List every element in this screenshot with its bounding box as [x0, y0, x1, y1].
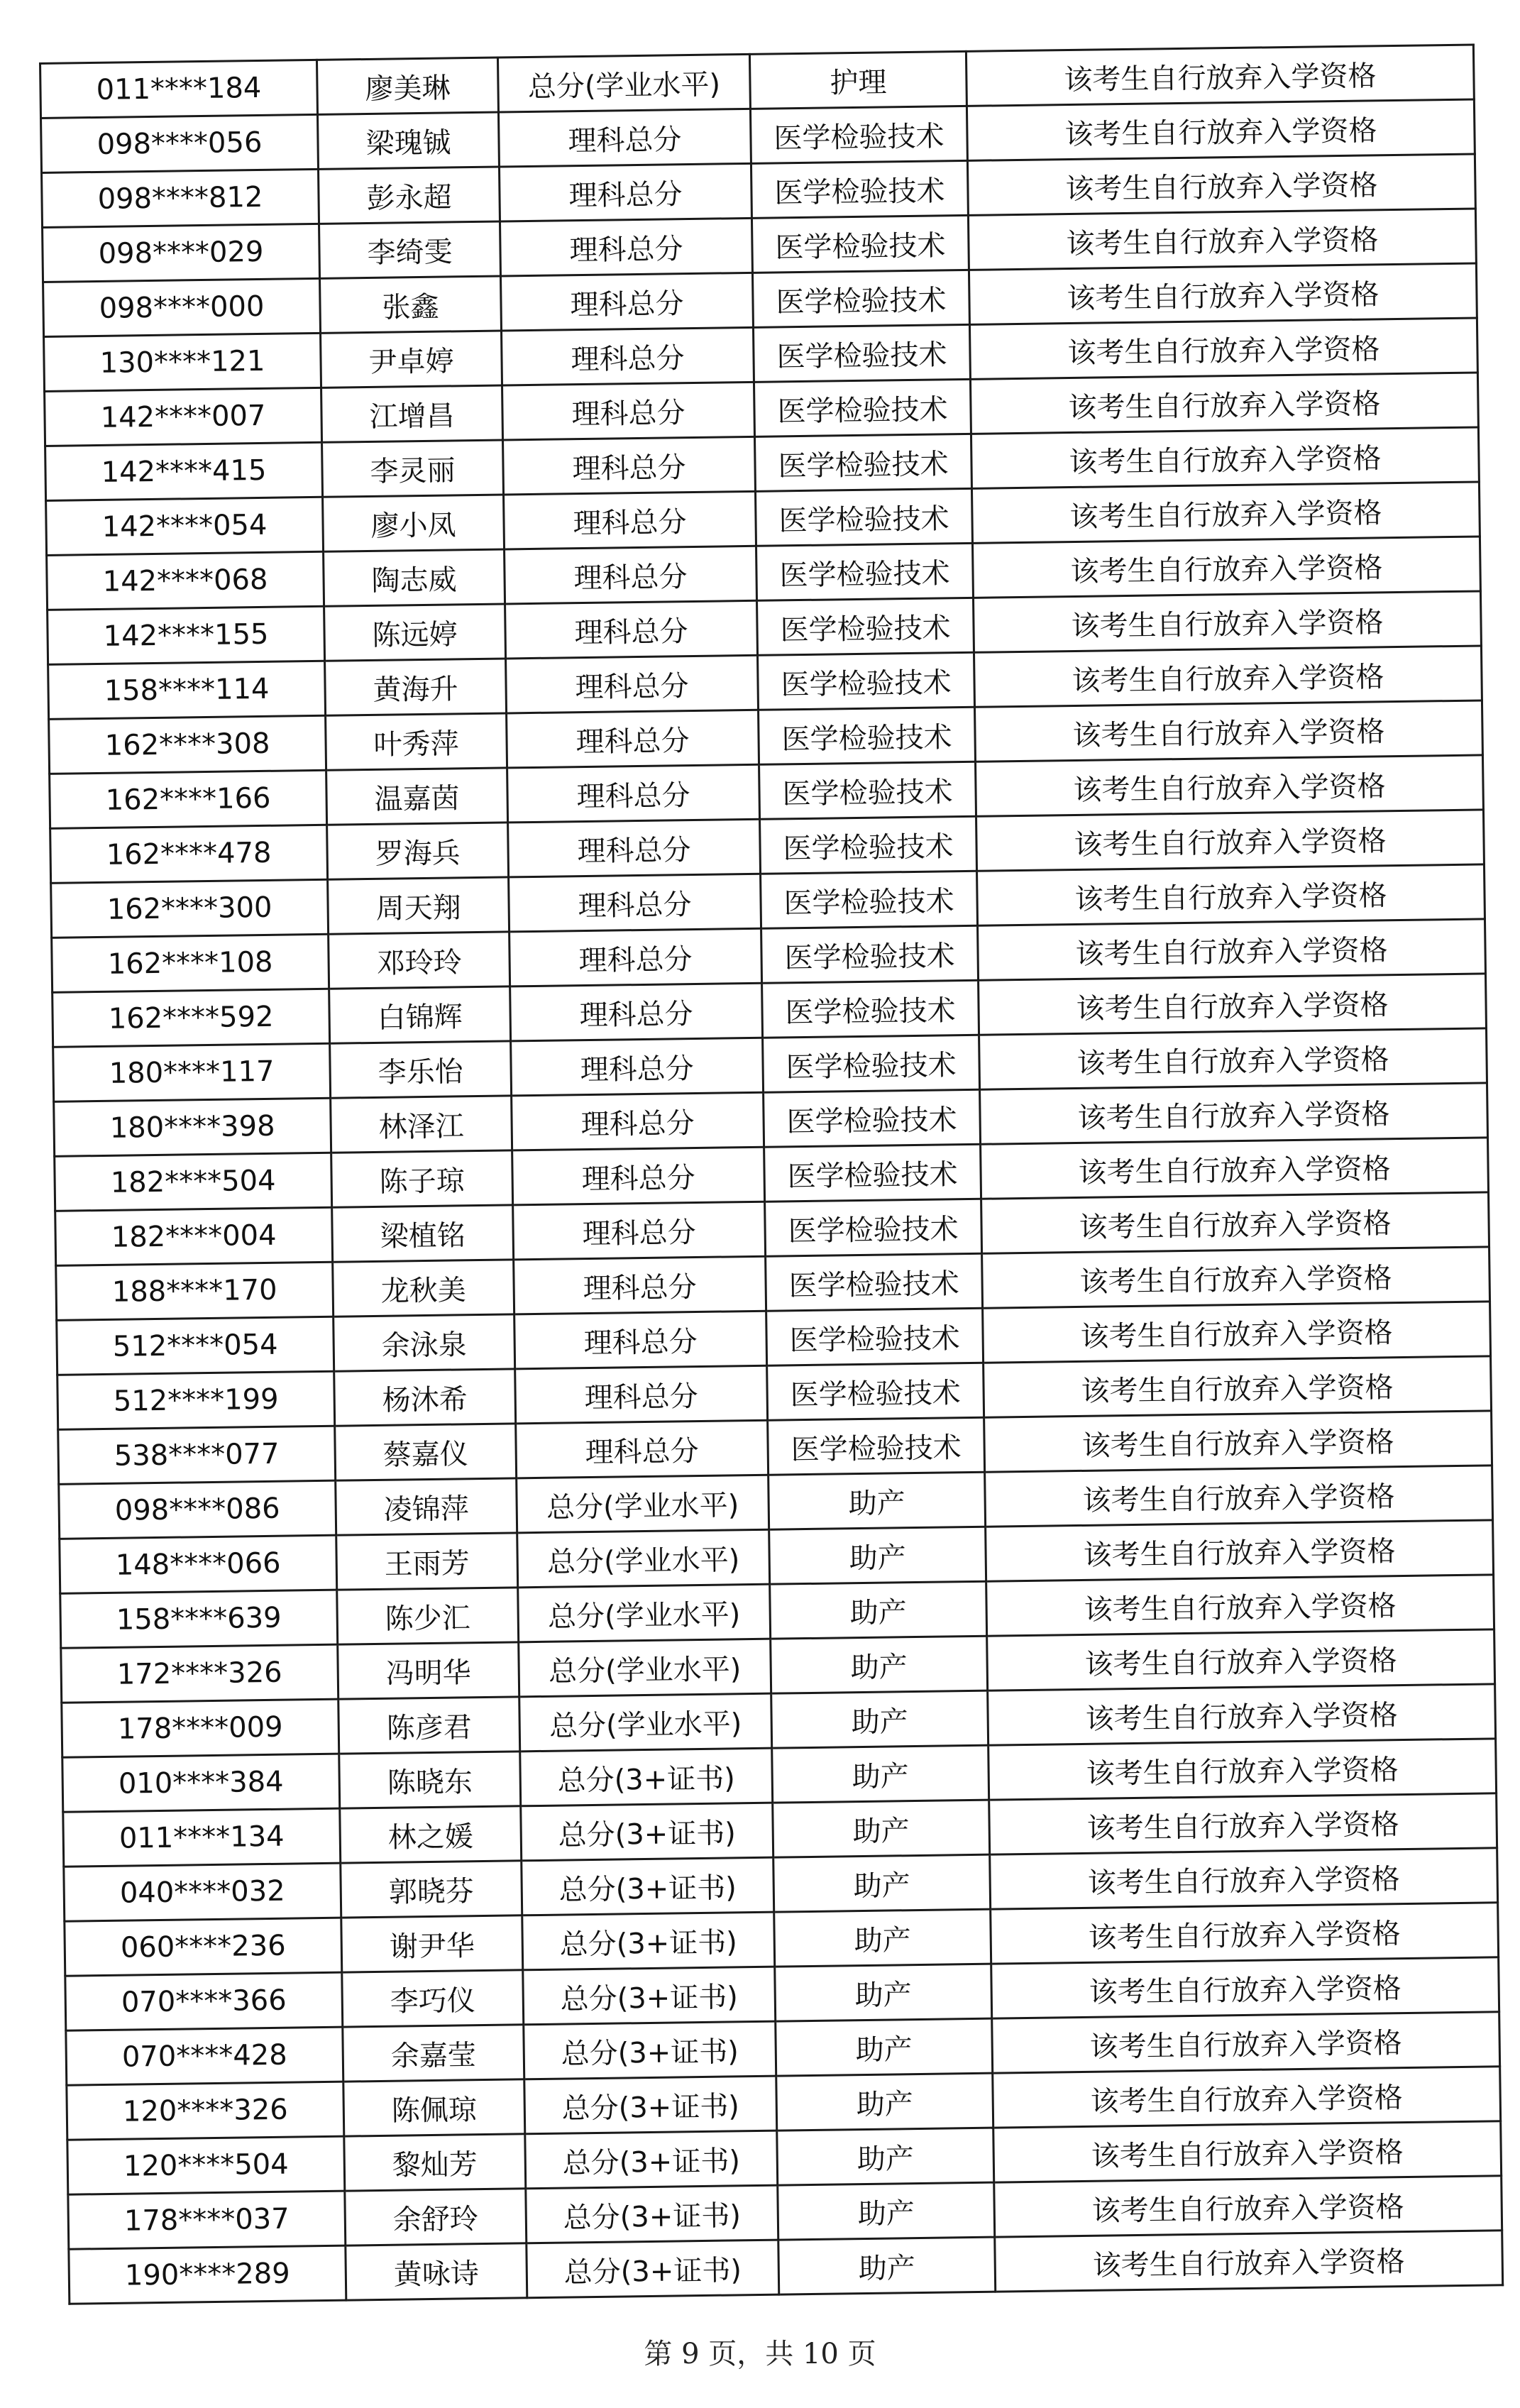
- score-type-cell: 总分(3+证书): [523, 1967, 776, 2025]
- candidate-id-cell: 162****166: [50, 770, 327, 828]
- score-type-cell: 总分(学业水平): [519, 1693, 772, 1752]
- name-cell: 邓玲玲: [329, 932, 510, 989]
- remark-cell: 该考生自行放弃入学资格: [971, 427, 1479, 488]
- remark-cell: 该考生自行放弃入学资格: [986, 1575, 1494, 1636]
- major-cell: 医学检验技术: [766, 1253, 983, 1311]
- remark-cell: 该考生自行放弃入学资格: [983, 1302, 1491, 1363]
- major-cell: 医学检验技术: [751, 160, 968, 218]
- name-cell: 陈少汇: [337, 1588, 519, 1644]
- candidate-id-cell: 011****134: [63, 1808, 341, 1867]
- score-type-cell: 理科总分: [508, 819, 761, 877]
- score-type-cell: 理科总分: [510, 928, 762, 986]
- candidate-id-cell: 180****398: [54, 1098, 331, 1156]
- score-type-cell: 总分(3+证书): [524, 2021, 776, 2079]
- score-type-cell: 总分(3+证书): [522, 1912, 775, 1970]
- name-cell: 白锦辉: [329, 986, 511, 1043]
- name-cell: 龙秋美: [333, 1260, 514, 1316]
- major-cell: 医学检验技术: [766, 1308, 984, 1365]
- candidate-id-cell: 162****300: [51, 879, 329, 938]
- remark-cell: 该考生自行放弃入学资格: [986, 1520, 1494, 1581]
- remark-cell: 该考生自行放弃入学资格: [971, 482, 1480, 543]
- name-cell: 林泽江: [331, 1096, 512, 1153]
- major-cell: 医学检验技术: [763, 1035, 980, 1092]
- remark-cell: 该考生自行放弃入学资格: [984, 1356, 1492, 1417]
- major-cell: 医学检验技术: [761, 871, 978, 928]
- candidate-id-cell: 010****384: [62, 1754, 340, 1812]
- remark-cell: 该考生自行放弃入学资格: [992, 2012, 1500, 2073]
- major-cell: 助产: [778, 2182, 995, 2240]
- major-cell: 助产: [772, 1745, 989, 1803]
- remark-cell: 该考生自行放弃入学资格: [981, 1138, 1489, 1199]
- remark-cell: 该考生自行放弃入学资格: [978, 919, 1486, 980]
- remark-cell: 该考生自行放弃入学资格: [980, 1083, 1488, 1144]
- candidate-id-cell: 040****032: [64, 1863, 341, 1921]
- score-type-cell: 理科总分: [514, 1311, 767, 1369]
- name-cell: 廖小凤: [323, 495, 505, 551]
- remark-cell: 该考生自行放弃入学资格: [977, 864, 1485, 925]
- remark-cell: 该考生自行放弃入学资格: [970, 373, 1478, 434]
- name-cell: 陈晓东: [339, 1752, 521, 1808]
- score-type-cell: 理科总分: [505, 546, 757, 604]
- name-cell: 廖美琳: [316, 57, 498, 114]
- score-type-cell: 理科总分: [514, 1256, 766, 1314]
- major-cell: 医学检验技术: [765, 1199, 982, 1256]
- name-cell: 温嘉茵: [326, 768, 508, 825]
- major-cell: 助产: [777, 2128, 994, 2185]
- remark-cell: 该考生自行放弃入学资格: [976, 810, 1485, 871]
- name-cell: 陶志威: [324, 549, 505, 606]
- remark-cell: 该考生自行放弃入学资格: [973, 591, 1481, 652]
- remark-cell: 该考生自行放弃入学资格: [966, 99, 1475, 160]
- remark-cell: 该考生自行放弃入学资格: [984, 1411, 1492, 1472]
- remark-cell: 该考生自行放弃入学资格: [993, 2121, 1502, 2182]
- candidate-id-cell: 188****170: [56, 1262, 334, 1320]
- name-cell: 周天翔: [328, 877, 510, 934]
- major-cell: 医学检验技术: [761, 925, 979, 983]
- major-cell: 助产: [778, 2237, 996, 2294]
- major-cell: 助产: [773, 1854, 991, 1912]
- score-type-cell: 总分(3+证书): [520, 1748, 773, 1806]
- major-cell: 医学检验技术: [750, 106, 967, 163]
- candidate-id-cell: 178****037: [68, 2191, 346, 2249]
- major-cell: 医学检验技术: [760, 816, 977, 874]
- candidate-id-cell: 162****478: [50, 825, 328, 883]
- name-cell: 叶秀萍: [326, 713, 507, 770]
- candidate-id-cell: 162****308: [49, 715, 326, 774]
- remark-cell: 该考生自行放弃入学资格: [972, 537, 1480, 598]
- score-type-cell: 理科总分: [516, 1420, 769, 1478]
- candidate-id-cell: 130****121: [44, 333, 321, 391]
- candidate-id-cell: 142****007: [45, 387, 322, 446]
- score-type-cell: 总分(3+证书): [524, 2076, 777, 2134]
- major-cell: 助产: [771, 1690, 988, 1748]
- score-type-cell: 总分(学业水平): [517, 1475, 769, 1533]
- candidate-table: [39, 44, 1504, 2305]
- remark-cell: 该考生自行放弃入学资格: [987, 1629, 1495, 1690]
- candidate-id-cell: 178****009: [62, 1699, 339, 1757]
- major-cell: 助产: [774, 1909, 991, 1967]
- remark-cell: 该考生自行放弃入学资格: [981, 1192, 1489, 1253]
- candidate-id-cell: 142****155: [48, 606, 325, 664]
- candidate-id-cell: 142****415: [45, 442, 323, 500]
- major-cell: 助产: [769, 1527, 986, 1584]
- candidate-id-cell: 070****428: [66, 2027, 343, 2085]
- major-cell: 医学检验技术: [768, 1417, 985, 1475]
- score-type-cell: 总分(学业水平): [518, 1584, 771, 1642]
- major-cell: 医学检验技术: [767, 1363, 984, 1420]
- score-type-cell: 理科总分: [503, 436, 756, 495]
- major-cell: 医学检验技术: [759, 762, 976, 819]
- name-cell: 罗海兵: [327, 823, 509, 879]
- name-cell: 余舒玲: [345, 2189, 527, 2245]
- name-cell: 林之媛: [340, 1806, 522, 1863]
- score-type-cell: 理科总分: [515, 1365, 768, 1424]
- candidate-id-cell: 512****199: [57, 1371, 335, 1429]
- score-type-cell: 理科总分: [512, 1147, 765, 1205]
- score-type-cell: 理科总分: [500, 218, 752, 276]
- name-cell: 陈佩琼: [343, 2079, 525, 2136]
- score-type-cell: 总分(3+证书): [525, 2131, 778, 2189]
- score-type-cell: 理科总分: [510, 983, 763, 1041]
- page-footer: 第 9 页，共 10 页: [644, 2338, 876, 2370]
- candidate-id-cell: 158****114: [48, 661, 326, 719]
- score-type-cell: 理科总分: [502, 327, 754, 385]
- candidate-id-cell: 190****289: [69, 2245, 346, 2304]
- candidate-id-cell: 070****366: [65, 1972, 343, 2030]
- candidate-id-cell: 538****077: [58, 1426, 336, 1484]
- score-type-cell: 理科总分: [498, 109, 751, 167]
- major-cell: 医学检验技术: [764, 1089, 981, 1147]
- name-cell: 黄海升: [325, 659, 507, 715]
- major-cell: 医学检验技术: [755, 488, 972, 546]
- candidate-id-cell: 182****004: [55, 1207, 333, 1265]
- score-type-cell: 理科总分: [499, 163, 751, 221]
- name-cell: 凌锦萍: [336, 1478, 517, 1535]
- score-type-cell: 理科总分: [513, 1202, 766, 1260]
- score-type-cell: 理科总分: [512, 1092, 764, 1150]
- score-type-cell: 理科总分: [505, 600, 758, 659]
- major-cell: 助产: [769, 1472, 986, 1529]
- major-cell: 助产: [776, 2073, 993, 2131]
- remark-cell: 该考生自行放弃入学资格: [969, 318, 1477, 379]
- score-type-cell: 理科总分: [511, 1038, 764, 1096]
- candidate-id-cell: 142****054: [46, 497, 324, 555]
- name-cell: 张鑫: [320, 276, 502, 333]
- name-cell: 陈远婷: [324, 604, 506, 661]
- major-cell: 助产: [773, 1800, 990, 1857]
- remark-cell: 该考生自行放弃入学资格: [991, 1957, 1499, 2018]
- remark-cell: 该考生自行放弃入学资格: [995, 2231, 1503, 2292]
- candidate-id-cell: 512****054: [57, 1316, 334, 1375]
- score-type-cell: 理科总分: [507, 710, 759, 768]
- candidate-id-cell: 142****068: [47, 551, 324, 610]
- remark-cell: 该考生自行放弃入学资格: [979, 974, 1487, 1035]
- candidate-id-cell: 162****108: [52, 934, 329, 992]
- remark-cell: 该考生自行放弃入学资格: [989, 1793, 1497, 1854]
- remark-cell: 该考生自行放弃入学资格: [979, 1028, 1487, 1089]
- major-cell: 医学检验技术: [757, 598, 974, 655]
- candidate-id-cell: 120****504: [67, 2136, 345, 2194]
- major-cell: 医学检验技术: [759, 707, 976, 764]
- candidate-id-cell: 120****326: [67, 2082, 344, 2140]
- name-cell: 杨沐希: [334, 1369, 516, 1426]
- name-cell: 黎灿芳: [344, 2134, 526, 2191]
- candidate-id-cell: 180****117: [53, 1043, 331, 1101]
- score-type-cell: 总分(学业水平): [517, 1529, 770, 1588]
- score-type-cell: 理科总分: [506, 655, 759, 713]
- name-cell: 王雨芳: [336, 1533, 518, 1590]
- score-type-cell: 总分(3+证书): [526, 2185, 778, 2243]
- name-cell: 李绮雯: [319, 221, 501, 278]
- remark-cell: 该考生自行放弃入学资格: [988, 1684, 1496, 1745]
- name-cell: 黄咏诗: [346, 2243, 527, 2300]
- score-type-cell: 理科总分: [500, 273, 753, 331]
- major-cell: 医学检验技术: [754, 434, 971, 491]
- remark-cell: 该考生自行放弃入学资格: [976, 755, 1484, 816]
- remark-cell: 该考生自行放弃入学资格: [974, 646, 1482, 707]
- name-cell: 陈彦君: [338, 1697, 520, 1754]
- remark-cell: 该考生自行放弃入学资格: [990, 1848, 1498, 1909]
- score-type-cell: 总分(3+证书): [521, 1803, 773, 1861]
- remark-cell: 该考生自行放弃入学资格: [982, 1247, 1490, 1308]
- major-cell: 医学检验技术: [764, 1144, 981, 1202]
- score-type-cell: 总分(学业水平): [519, 1639, 771, 1697]
- remark-cell: 该考生自行放弃入学资格: [988, 1739, 1497, 1800]
- candidate-id-cell: 158****639: [60, 1590, 338, 1648]
- score-type-cell: 理科总分: [504, 491, 756, 549]
- table-body: [40, 45, 1503, 2304]
- remark-cell: 该考生自行放弃入学资格: [967, 154, 1475, 215]
- name-cell: 江增昌: [321, 385, 503, 442]
- candidate-id-cell: 148****066: [60, 1535, 337, 1593]
- major-cell: 助产: [770, 1581, 987, 1639]
- major-cell: 助产: [776, 2018, 993, 2076]
- candidate-id-cell: 098****086: [59, 1480, 336, 1539]
- candidate-id-cell: 011****184: [40, 60, 318, 118]
- remark-cell: 该考生自行放弃入学资格: [975, 700, 1483, 762]
- name-cell: 谢尹华: [341, 1915, 523, 1972]
- candidate-id-cell: 098****029: [43, 224, 320, 282]
- name-cell: 尹卓婷: [321, 331, 502, 387]
- major-cell: 助产: [775, 1964, 992, 2021]
- candidate-id-cell: 060****236: [65, 1918, 342, 1976]
- name-cell: 李巧仪: [342, 1970, 524, 2027]
- candidate-id-cell: 098****812: [42, 169, 319, 227]
- name-cell: 郭晓芬: [341, 1861, 522, 1918]
- name-cell: 梁植铭: [332, 1205, 514, 1262]
- name-cell: 余嘉莹: [343, 2025, 524, 2082]
- document-sheet: [39, 44, 1503, 2387]
- score-type-cell: 理科总分: [502, 382, 755, 440]
- major-cell: 医学检验技术: [752, 270, 969, 327]
- major-cell: 医学检验技术: [754, 379, 971, 436]
- name-cell: 李灵丽: [322, 440, 504, 497]
- score-type-cell: 理科总分: [507, 764, 760, 823]
- name-cell: 李乐怡: [330, 1041, 512, 1098]
- name-cell: 彭永超: [319, 167, 500, 224]
- major-cell: 助产: [771, 1636, 988, 1693]
- remark-cell: 该考生自行放弃入学资格: [966, 45, 1474, 106]
- score-type-cell: 总分(学业水平): [497, 54, 750, 112]
- major-cell: 医学检验技术: [753, 324, 970, 382]
- major-cell: 医学检验技术: [751, 215, 969, 273]
- major-cell: 医学检验技术: [756, 543, 974, 600]
- name-cell: 梁瑰铖: [317, 112, 499, 169]
- candidate-id-cell: 182****504: [55, 1153, 332, 1211]
- major-cell: 护理: [749, 51, 966, 109]
- name-cell: 冯明华: [338, 1642, 519, 1699]
- name-cell: 蔡嘉仪: [335, 1424, 517, 1480]
- score-type-cell: 总分(3+证书): [522, 1857, 774, 1915]
- major-cell: 医学检验技术: [762, 980, 979, 1038]
- major-cell: 医学检验技术: [758, 652, 975, 710]
- score-type-cell: 理科总分: [509, 874, 761, 932]
- candidate-id-cell: 172****326: [61, 1644, 338, 1703]
- candidate-id-cell: 098****000: [43, 278, 321, 336]
- remark-cell: 该考生自行放弃入学资格: [985, 1466, 1493, 1527]
- score-type-cell: 总分(3+证书): [527, 2240, 779, 2298]
- name-cell: 余泳泉: [334, 1314, 515, 1371]
- remark-cell: 该考生自行放弃入学资格: [991, 1903, 1499, 1964]
- candidate-id-cell: 162****592: [53, 989, 330, 1047]
- remark-cell: 该考生自行放弃入学资格: [968, 209, 1476, 270]
- name-cell: 陈子琼: [331, 1150, 513, 1207]
- remark-cell: 该考生自行放弃入学资格: [994, 2176, 1502, 2237]
- remark-cell: 该考生自行放弃入学资格: [993, 2067, 1501, 2128]
- remark-cell: 该考生自行放弃入学资格: [969, 263, 1477, 324]
- candidate-id-cell: 098****056: [41, 114, 319, 172]
